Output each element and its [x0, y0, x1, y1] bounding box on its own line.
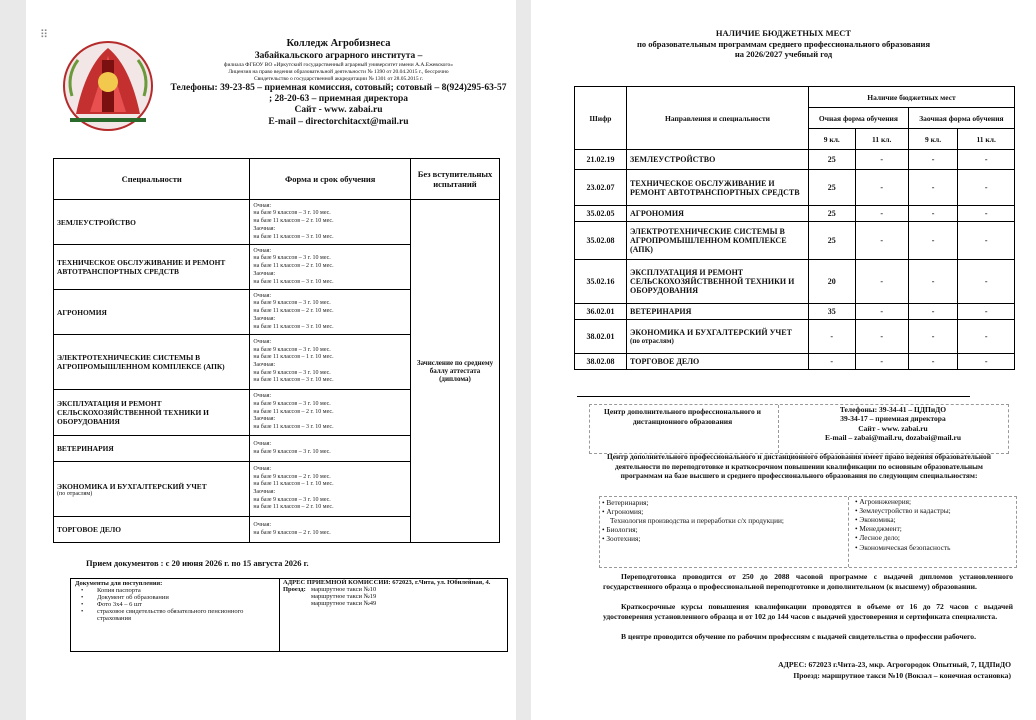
- list-right: [848, 497, 1014, 567]
- places-count: -: [855, 222, 908, 260]
- list-left: [602, 498, 847, 544]
- document-item: • страховое свидетельство обязательного пенсионного страхования: [97, 608, 275, 622]
- places-count: -: [908, 260, 957, 304]
- study-form-cell: [250, 200, 411, 245]
- places-count: 20: [809, 260, 856, 304]
- study-form-line: на базе 9 классов – 3 г. 10 мес.: [253, 369, 331, 376]
- list-item: Технология производства и переработки с/х продукции;: [610, 516, 784, 526]
- budget-row: [575, 206, 1015, 222]
- specialty-cell: [54, 462, 250, 517]
- specialty-cell: [54, 290, 250, 335]
- study-form-line: Заочная:: [253, 315, 276, 322]
- program-name: ЭЛЕКТРОТЕХНИЧЕСКИЕ СИСТЕМЫ В АГРОПРОМЫШЛЕННОМ КОМПЛЕКСЕ (АПК): [630, 227, 787, 254]
- study-form-line: Очная:: [253, 292, 272, 299]
- study-form-line: на базе 9 классов – 3 г. 10 мес.: [253, 300, 331, 307]
- divider: [577, 396, 970, 397]
- study-form-line: Очная:: [253, 202, 272, 209]
- budget-row: [575, 170, 1015, 206]
- study-form-line: Заочная:: [253, 489, 276, 495]
- document-item: • Документ об образовании: [97, 594, 275, 601]
- title-line: по образовательным программам среднего профессионального образования: [636, 38, 931, 49]
- program-note: (по отраслям): [630, 337, 674, 345]
- list-item: • Экономическая безопасность: [855, 543, 1014, 552]
- program-name: АГРОНОМИЯ: [630, 209, 684, 218]
- places-count: -: [958, 260, 1015, 304]
- documents-box: [70, 578, 508, 652]
- program-code: 35.02.08: [575, 222, 627, 260]
- center-address: АДРЕС: 672023 г.Чита-23, мкр. Агрогородок Опытный, 7, ЦДПиДО: [778, 660, 1011, 669]
- study-form-line: Очная:: [253, 393, 272, 400]
- study-form-line: на базе 11 классов – 2 г. 10 мес.: [253, 408, 334, 415]
- study-form-line: на базе 9 классов – 3 г. 10 мес.: [253, 346, 331, 353]
- specialty-row: [54, 200, 500, 245]
- list-item: • Лесное дело;: [855, 533, 1014, 542]
- specialty-name: ЭЛЕКТРОТЕХНИЧЕСКИЕ СИСТЕМЫ В АГРОПРОМЫШЛЕННОМ КОМПЛЕКСЕ (АПК): [57, 353, 225, 371]
- program-cell: [627, 222, 809, 260]
- list-item: • Менеджмент;: [855, 524, 1014, 533]
- documents-title: Документы для поступления:: [75, 580, 163, 587]
- study-form-line: на базе 9 классов – 2 г. 10 мес.: [253, 473, 331, 480]
- phones-line-2: ; 28-20-63 – приемная директора: [268, 94, 409, 104]
- study-form-line: на базе 9 классов – 2 г. 10 мес.: [253, 529, 331, 536]
- places-count: -: [958, 222, 1015, 260]
- specialty-name: ЭКОНОМИКА И БУХГАЛТЕРСКИЙ УЧЕТ: [57, 481, 207, 491]
- list-item: • Агрономия;: [602, 507, 847, 516]
- specialty-name: АГРОНОМИЯ: [57, 307, 107, 317]
- budget-places-title: [531, 28, 1036, 60]
- list-item: • Зоотехния;: [602, 534, 847, 543]
- license-line: Лицензия на право ведения образовательной деятельности № 1390 от 20.04.2015 г., бессрочно: [228, 68, 449, 75]
- program-name: ЗЕМЛЕУСТРОЙСТВО: [630, 155, 716, 164]
- col-header-grade: 9 кл.: [809, 129, 856, 150]
- program-cell: [627, 206, 809, 222]
- budget-row: [575, 354, 1015, 370]
- list-item: • Ветеринария;: [602, 498, 847, 507]
- study-form-line: на базе 9 классов – 3 г. 10 мес.: [253, 255, 331, 262]
- places-count: -: [855, 150, 908, 170]
- study-form-line: на базе 11 классов – 3 г. 10 мес.: [253, 377, 334, 384]
- budget-row: [575, 150, 1015, 170]
- program-code: 36.02.01: [575, 304, 627, 320]
- list-item: • Агроинженерия;: [855, 497, 1014, 506]
- page-left: [26, 0, 516, 720]
- program-name: ТЕХНИЧЕСКОЕ ОБСЛУЖИВАНИЕ И РЕМОНТ АВТОТРАНСПОРТНЫХ СРЕДСТВ: [630, 178, 800, 197]
- specialty-name: ТЕХНИЧЕСКОЕ ОБСЛУЖИВАНИЕ И РЕМОНТ АВТОТРАНСПОРТНЫХ СРЕДСТВ: [57, 258, 226, 276]
- specialty-cell: [54, 200, 250, 245]
- study-form-line: Заочная:: [253, 362, 276, 368]
- study-form-line: на базе 11 классов – 2 г. 10 мес.: [253, 218, 334, 225]
- budget-row: [575, 260, 1015, 304]
- places-count: -: [958, 150, 1015, 170]
- study-form-line: Заочная:: [253, 416, 276, 423]
- program-code: 38.02.08: [575, 354, 627, 370]
- program-cell: [627, 260, 809, 304]
- specialty-cell: [54, 245, 250, 290]
- program-name: ТОРГОВОЕ ДЕЛО: [630, 357, 700, 366]
- places-count: -: [809, 354, 856, 370]
- letterhead: [56, 36, 511, 136]
- places-count: -: [908, 150, 957, 170]
- places-count: -: [908, 304, 957, 320]
- col-header-code: Шифр: [575, 87, 627, 150]
- table-move-handle-icon[interactable]: ⠿: [40, 28, 49, 41]
- transport-item: маршрутное такси №49: [311, 600, 377, 607]
- document-item: • Фото 3х4 – 6 шт: [97, 601, 275, 608]
- accreditation-line: Свидетельство о государственной аккредитации № 1301 от 28.05.2015 г.: [253, 75, 424, 82]
- study-form-line: на базе 11 классов – 3 г. 10 мес.: [253, 424, 334, 430]
- list-item: • Биология;: [602, 525, 847, 534]
- specialty-name: ЗЕМЛЕУСТРОЙСТВО: [57, 217, 136, 227]
- study-form-line: Заочная:: [253, 270, 276, 277]
- places-count: -: [855, 304, 908, 320]
- specialty-cell: [54, 390, 250, 436]
- specialty-name: ЭКСПЛУАТАЦИЯ И РЕМОНТ СЕЛЬСКОХОЗЯЙСТВЕННОЙ ТЕХНИКИ И ОБОРУДОВАНИЯ: [57, 399, 209, 426]
- center-phone-1: Телефоны: 39-34-41 – ЦДПиДО: [839, 405, 947, 414]
- places-count: -: [958, 320, 1015, 354]
- transport-item: маршрутное такси №19: [311, 593, 377, 600]
- places-count: -: [809, 320, 856, 354]
- budget-places-table: [574, 86, 1015, 370]
- col-header-full-time: Очная форма обучения: [809, 108, 909, 129]
- center-info-box: [589, 404, 1009, 454]
- commission-info: [279, 579, 507, 651]
- study-form-line: на базе 9 классов – 3 г. 10 мес.: [253, 210, 331, 217]
- study-form-line: на базе 11 классов – 3 г. 10 мес.: [253, 278, 334, 285]
- enrollment-note: Зачисление по среднему баллу аттестата (диплома): [410, 200, 499, 543]
- study-form-line: на базе 11 классов – 2 г. 10 мес.: [253, 308, 334, 315]
- program-cell: [627, 304, 809, 320]
- budget-row: [575, 304, 1015, 320]
- study-form-cell: [250, 245, 411, 290]
- college-title: Колледж Агробизнеса: [286, 38, 391, 49]
- places-count: -: [958, 304, 1015, 320]
- col-header-grade: 11 кл.: [855, 129, 908, 150]
- college-subtitle: Забайкальского аграрного института –: [254, 50, 423, 61]
- places-count: -: [855, 320, 908, 354]
- study-form-cell: [250, 335, 411, 390]
- courses-paragraph: Краткосрочные курсы повышения квалификации проводятся в объеме от 16 до 72 часов с выдачей удостоверения установленного образца и от 102 до 144 часов с выдачей удостоверения и сертификата специалиста.: [603, 602, 1013, 621]
- specialty-cell: [54, 517, 250, 543]
- documents-list: [75, 580, 275, 622]
- list-item: • Землеустройство и кадастры;: [855, 506, 1014, 515]
- places-count: -: [908, 222, 957, 260]
- page-right: [531, 0, 1036, 720]
- program-code: 21.02.19: [575, 150, 627, 170]
- study-form-line: на базе 11 классов – 2 г. 10 мес.: [253, 504, 334, 511]
- places-count: -: [908, 206, 957, 222]
- col-header-exam: Без вступительных испытаний: [410, 159, 499, 200]
- program-code: 23.02.07: [575, 170, 627, 206]
- center-phone-2: 39-34-17 – приемная директора: [840, 414, 946, 424]
- col-header-direction: Направления и специальности: [627, 87, 809, 150]
- program-name: ЭКСПЛУАТАЦИЯ И РЕМОНТ СЕЛЬСКОХОЗЯЙСТВЕННОЙ ТЕХНИКИ И ОБОРУДОВАНИЯ: [630, 268, 795, 295]
- places-count: 25: [809, 222, 856, 260]
- places-count: -: [855, 170, 908, 206]
- places-count: 35: [809, 304, 856, 320]
- study-form-cell: [250, 290, 411, 335]
- center-site: Сайт - www. zabai.ru: [858, 423, 928, 433]
- specialty-name: ВЕТЕРИНАРИЯ: [57, 444, 114, 453]
- program-cell: [627, 170, 809, 206]
- study-form-line: Очная:: [253, 440, 272, 447]
- commission-address: АДРЕС ПРИЕМНОЙ КОМИССИИ: 672023, г.Чита, ул. Юбилейная, 4.: [283, 579, 491, 586]
- program-cell: [627, 320, 809, 354]
- study-form-cell: [250, 517, 411, 543]
- center-name: Центр дополнительного профессионального и дистанционного образования: [604, 407, 761, 426]
- specialties-lists: [599, 496, 1017, 568]
- places-count: -: [855, 354, 908, 370]
- college-emblem-logo: [56, 36, 160, 136]
- specialties-table: [53, 158, 500, 543]
- study-form-line: на базе 11 классов – 1 г. 10 мес.: [253, 354, 334, 361]
- places-count: -: [908, 354, 957, 370]
- center-contacts: [778, 405, 1007, 453]
- col-header-form: Форма и срок обучения: [250, 159, 411, 200]
- study-form-cell: [250, 462, 411, 517]
- transport-item: маршрутное такси №10: [311, 586, 377, 593]
- program-cell: [627, 354, 809, 370]
- places-count: -: [958, 206, 1015, 222]
- study-form-line: на базе 9 классов – 3 г. 10 мес.: [253, 448, 331, 455]
- study-form-line: на базе 11 классов – 3 г. 10 мес.: [253, 233, 334, 240]
- places-count: -: [958, 354, 1015, 370]
- branch-line: филиала ФГБОУ ВО «Иркутский государственный аграрный университет имени А.А.Ежевского»: [223, 61, 454, 68]
- program-code: 35.02.16: [575, 260, 627, 304]
- col-header-part-time: Заочная форма обучения: [908, 108, 1014, 129]
- places-count: -: [958, 170, 1015, 206]
- transport-label: Проезд:: [283, 586, 306, 593]
- budget-row: [575, 222, 1015, 260]
- site-line: Сайт - www. zabai.ru: [294, 105, 383, 116]
- study-form-line: Очная:: [253, 521, 272, 528]
- email-line: E-mail – directorchitacxt@mail.ru: [268, 116, 409, 127]
- study-form-line: Очная:: [253, 338, 272, 345]
- places-count: 25: [809, 206, 856, 222]
- specialty-name: ТОРГОВОЕ ДЕЛО: [57, 525, 121, 534]
- budget-row: [575, 320, 1015, 354]
- program-code: 35.02.05: [575, 206, 627, 222]
- study-form-line: Очная:: [253, 247, 272, 254]
- col-header-specialty: Специальности: [54, 159, 250, 200]
- study-form-line: Заочная:: [253, 225, 276, 232]
- specialty-cell: [54, 436, 250, 462]
- study-form-line: Очная:: [253, 465, 272, 472]
- phones-line: Телефоны: 39-23-85 – приемная комиссия, сотовый; сотовый – 8(924)295-63-57: [170, 82, 507, 93]
- col-header-grade: 9 кл.: [908, 129, 957, 150]
- center-transport: Проезд: маршрутное такси №10 (Вокзал – конечная остановка): [793, 671, 1011, 680]
- places-count: 25: [809, 150, 856, 170]
- study-form-cell: [250, 436, 411, 462]
- places-count: -: [908, 170, 957, 206]
- program-cell: [627, 150, 809, 170]
- title-line: на 2026/2027 учебный год: [734, 49, 833, 60]
- program-code: 38.02.01: [575, 320, 627, 354]
- center-intro: Центр дополнительного профессионального и дистанционного образования имеет право ведения образовательной деятельности по переподготовке и краткосрочном повышении квалификации по основным образовательным программам на базе высшего и среднего профессионального образования по следующим специальностям:: [607, 452, 991, 481]
- study-form-line: на базе 11 классов – 3 г. 10 мес.: [253, 323, 334, 330]
- admission-dates: Прием документов : с 20 июня 2026 г. по 15 августа 2026 г.: [86, 558, 309, 568]
- list-item: • Экономика;: [855, 515, 1014, 524]
- study-form-line: на базе 11 классов – 1 г. 10 мес.: [253, 481, 334, 488]
- places-count: -: [855, 206, 908, 222]
- document-item: • Копия паспорта: [97, 587, 275, 594]
- study-form-line: на базе 9 классов – 3 г. 10 мес.: [253, 496, 331, 503]
- places-count: -: [855, 260, 908, 304]
- study-form-cell: [250, 390, 411, 436]
- center-email: E-mail – zabai@mail.ru, dozabai@mail.ru: [824, 433, 962, 443]
- worker-paragraph: В центре проводится обучение по рабочим профессиям с выдачей свидетельства о профессии рабочего.: [621, 632, 976, 641]
- col-header-availability: Наличие бюджетных мест: [809, 87, 1015, 108]
- retraining-paragraph: Переподготовка проводится от 250 до 2088 часовой программе с выдачей дипломов установленного государственного образца о профессиональной переподготовке и дополнительном (к высшему) образовании.: [603, 572, 1013, 591]
- places-count: 25: [809, 170, 856, 206]
- title-line: НАЛИЧИЕ БЮДЖЕТНЫХ МЕСТ: [715, 28, 852, 38]
- program-name: ЭКОНОМИКА И БУХГАЛТЕРСКИЙ УЧЕТ: [630, 328, 792, 337]
- study-form-line: на базе 9 классов – 3 г. 10 мес.: [253, 400, 331, 407]
- study-form-line: на базе 11 классов – 2 г. 10 мес.: [253, 263, 334, 270]
- letterhead-text: [166, 38, 511, 128]
- specialty-note: (по отраслям): [57, 490, 93, 497]
- specialty-cell: [54, 335, 250, 390]
- col-header-grade: 11 кл.: [958, 129, 1015, 150]
- places-count: -: [908, 320, 957, 354]
- program-name: ВЕТЕРИНАРИЯ: [630, 307, 692, 316]
